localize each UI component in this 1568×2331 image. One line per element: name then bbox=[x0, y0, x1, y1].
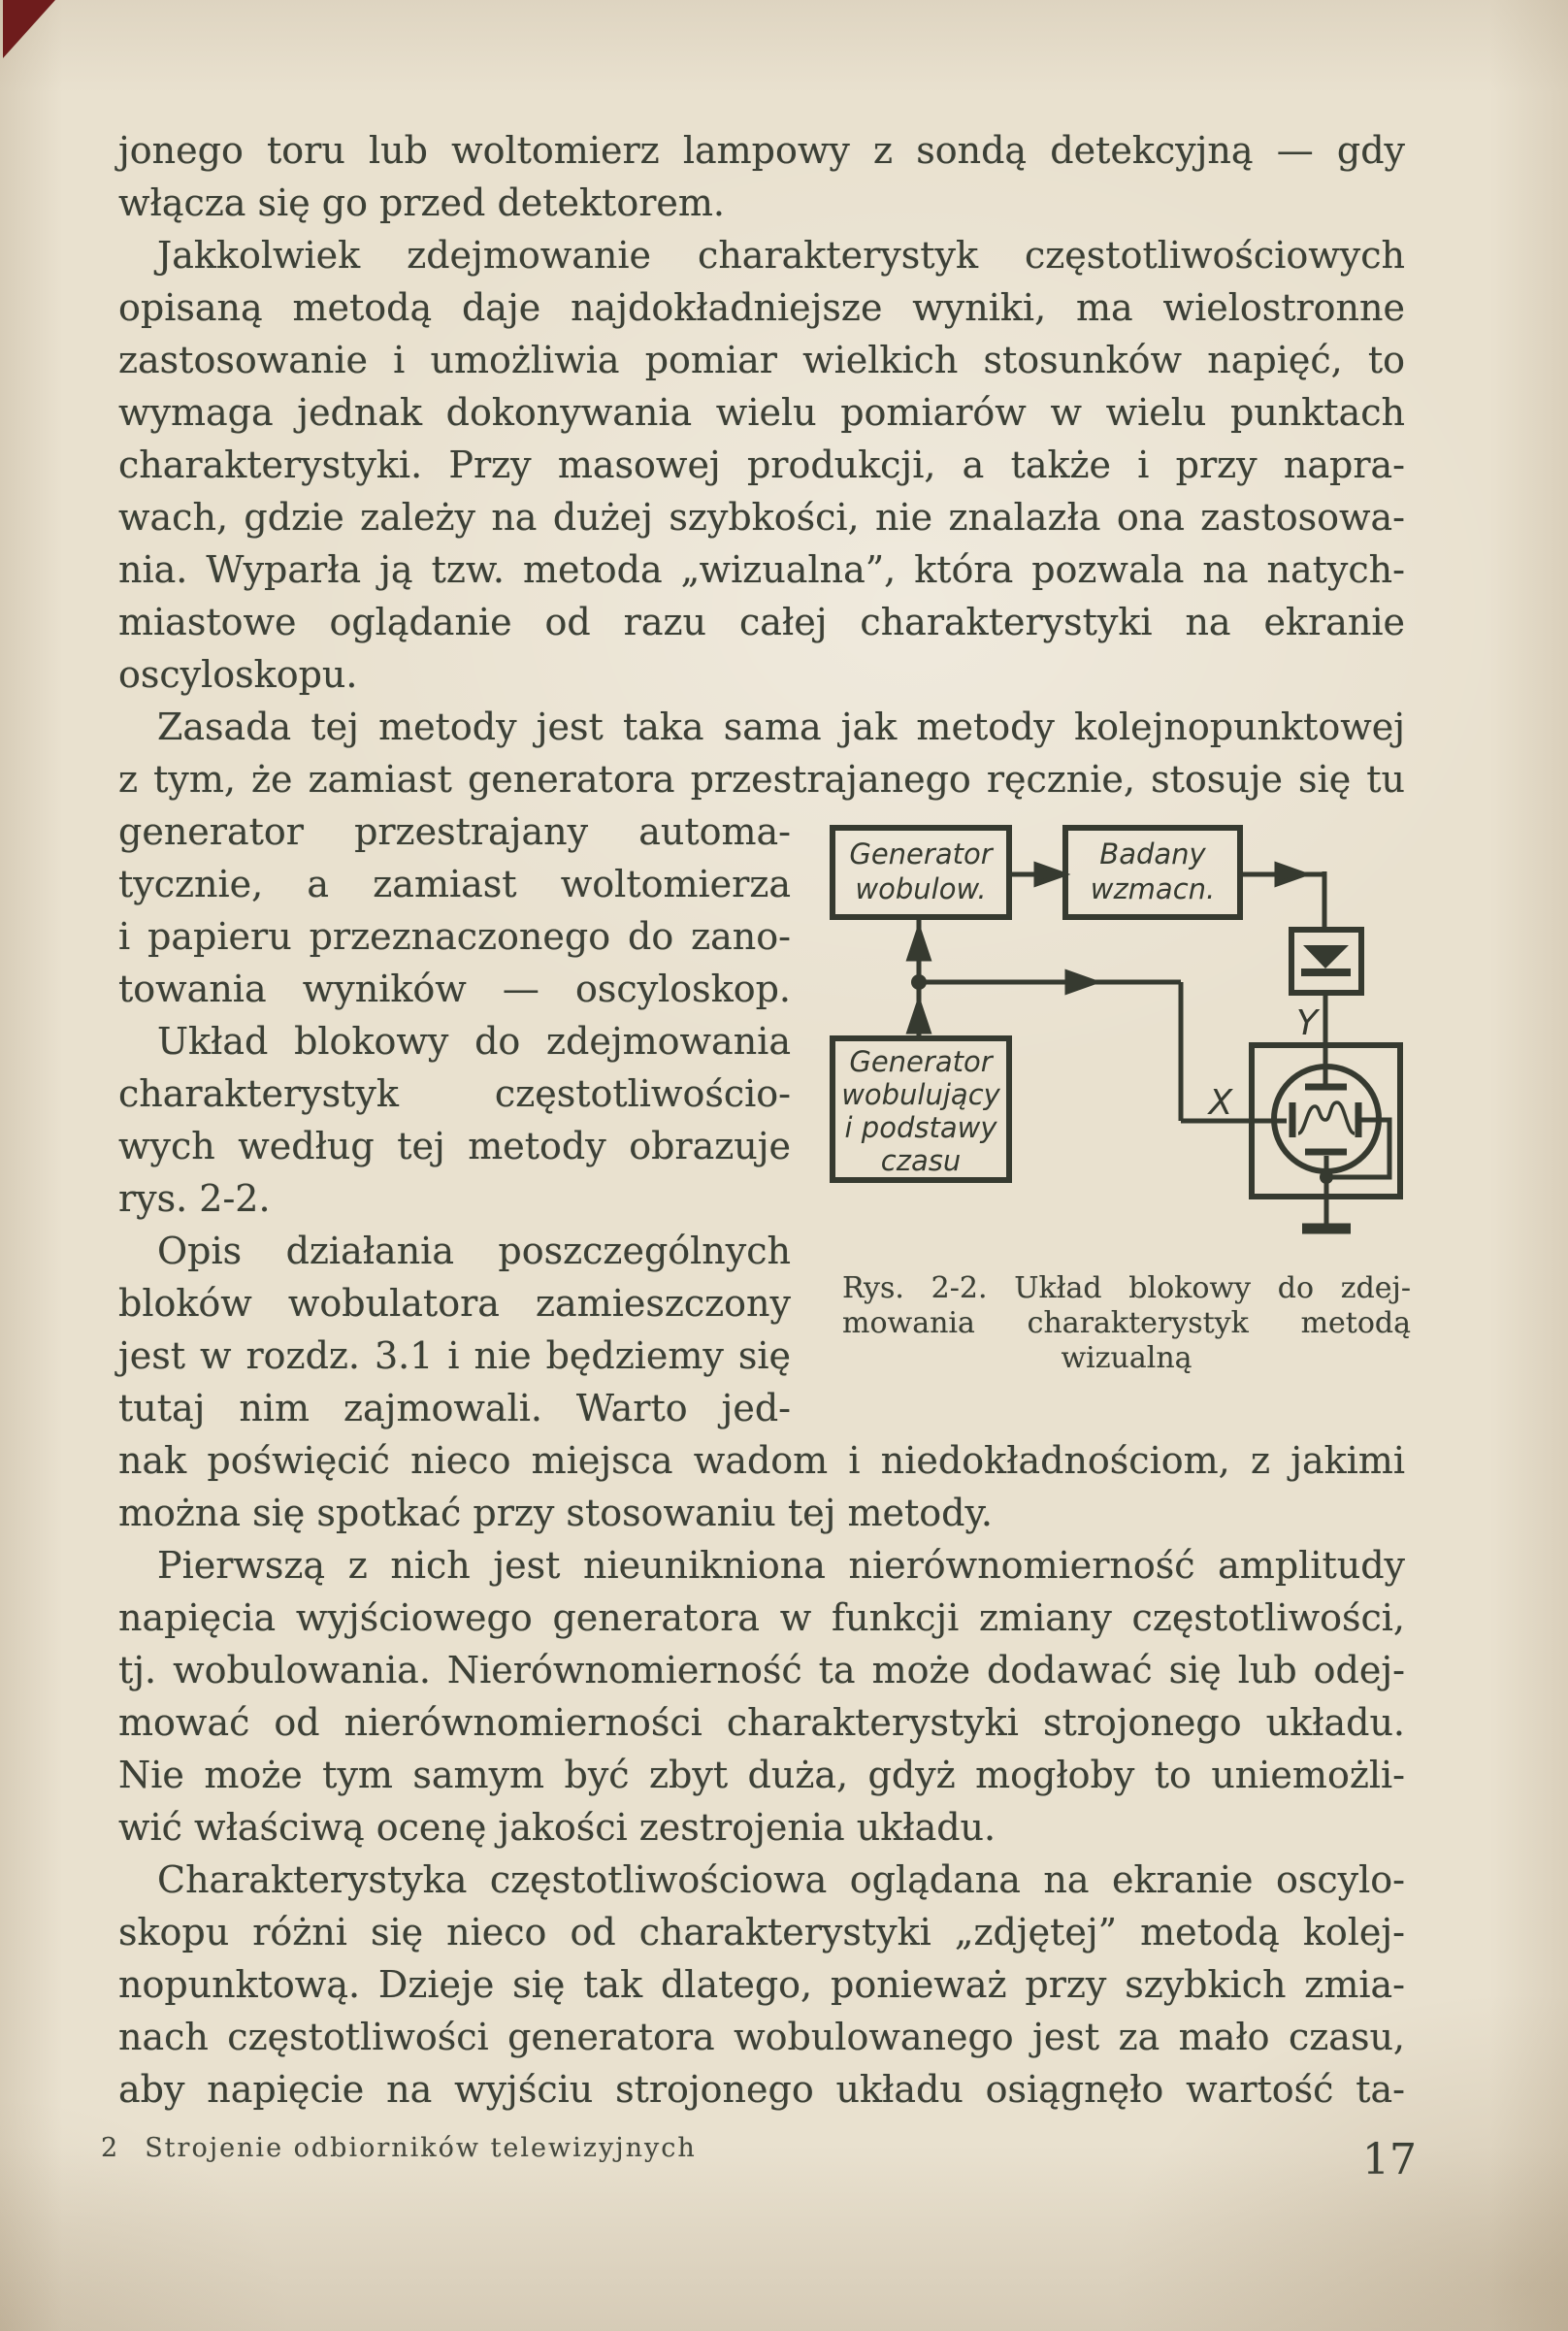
text-line: Jakkolwiek zdejmowanie charakterystyk częstotliwościowych bbox=[157, 234, 1405, 277]
text-line: nak poświęcić nieco miejsca wadom i niedokładnościom, z jakimi bbox=[118, 1439, 1405, 1482]
text-line: nia. Wyparła ją tzw. metoda „wizualna”, która pozwala na natych- bbox=[118, 548, 1405, 591]
timebase-label: Generator bbox=[849, 1045, 993, 1078]
text-line: rys. 2-2. bbox=[118, 1177, 271, 1220]
text-line: Opis działania poszczególnych bbox=[157, 1230, 791, 1272]
figure-caption: mowania charakterystyk metodą bbox=[842, 1306, 1411, 1340]
text-line: charakterystyk częstotliwościo- bbox=[118, 1072, 791, 1115]
text-line: Układ blokowy do zdejmowania bbox=[157, 1020, 791, 1063]
text-line: wić właściwą ocenę jakości zestrojenia układu. bbox=[118, 1806, 996, 1849]
text-line: nach częstotliwości generatora wobulowanego jest za mało czasu, bbox=[118, 2016, 1405, 2058]
text-line: skopu różni się nieco od charakterystyki „zdjętej” metodą kolej- bbox=[118, 1911, 1405, 1953]
arrowhead-up bbox=[909, 1002, 929, 1032]
sweep-generator-box bbox=[833, 828, 1009, 917]
text-line: wymaga jednak dokonywania wielu pomiarów w wielu punktach bbox=[118, 391, 1405, 434]
tested-amplifier-box bbox=[1065, 828, 1240, 917]
text-line: oscyloskopu. bbox=[118, 653, 358, 696]
block-diagram-figure bbox=[815, 815, 1426, 1252]
text-line: z tym, że zamiast generatora przestrajanego ręcznie, stosuje się tu bbox=[118, 758, 1405, 801]
text-line: nopunktową. Dzieje się tak dlatego, ponieważ przy szybkich zmia- bbox=[118, 1963, 1405, 2006]
figure-caption: Rys. 2-2. Układ blokowy do zdej- bbox=[842, 1271, 1411, 1305]
text-line: mować od nierównomierności charakterystyki strojonego układu. bbox=[118, 1701, 1405, 1744]
arrowhead-right bbox=[1277, 865, 1304, 884]
sweep-generator-label: wobulow. bbox=[855, 872, 987, 905]
corner-mark bbox=[3, 0, 55, 58]
timebase-label: i podstawy bbox=[844, 1111, 997, 1144]
text-line: wach, gdzie zależy na dużej szybkości, nie znalazła ona zastosowa- bbox=[118, 496, 1405, 539]
text-line: generator przestrajany automa- bbox=[118, 810, 791, 853]
timebase-label: czasu bbox=[880, 1144, 962, 1177]
footer-edition-number: 2 bbox=[101, 2133, 120, 2163]
arrowhead-up bbox=[909, 930, 929, 959]
text-line: miastowe oglądanie od razu całej charakterystyki na ekranie bbox=[118, 601, 1405, 643]
page-number: 17 bbox=[1362, 2135, 1417, 2184]
diode-triangle bbox=[1303, 945, 1349, 969]
figure-caption: wizualną bbox=[1061, 1341, 1192, 1375]
text-line: towania wyników — oscyloskop. bbox=[118, 968, 791, 1010]
text-line: włącza się go przed detektorem. bbox=[118, 181, 725, 224]
text-line: jonego toru lub woltomierz lampowy z sondą detekcyjną — gdy bbox=[118, 129, 1405, 172]
footer-running-title: Strojenie odbiorników telewizyjnych bbox=[145, 2133, 697, 2163]
sweep-generator-label: Generator bbox=[849, 837, 993, 870]
text-line: Nie może tym samym być zbyt duża, gdyż mogłoby to uniemożli- bbox=[118, 1754, 1405, 1796]
text-line: napięcia wyjściowego generatora w funkcji zmiany częstotliwości, bbox=[118, 1596, 1405, 1639]
text-line: jest w rozdz. 3.1 i nie będziemy się bbox=[118, 1334, 791, 1377]
text-line: aby napięcie na wyjściu strojonego układu osiągnęło wartość ta- bbox=[118, 2068, 1405, 2111]
text-line: tj. wobulowania. Nierównomierność ta może dodawać się lub odej- bbox=[118, 1649, 1405, 1691]
text-line: tycznie, a zamiast woltomierza bbox=[118, 863, 791, 905]
response-curve bbox=[1298, 1102, 1355, 1133]
wobbulating-timebase-generator-box bbox=[833, 1038, 1009, 1180]
text-line: Zasada tej metody jest taka sama jak metody kolejnopunktowej bbox=[157, 706, 1405, 748]
x-axis-label: X bbox=[1208, 1083, 1233, 1123]
text-line: charakterystyki. Przy masowej produkcji, a także i przy napra- bbox=[118, 443, 1405, 486]
arrowhead-right bbox=[1067, 972, 1094, 992]
text-line: zastosowanie i umożliwia pomiar wielkich stosunków napięć, to bbox=[118, 339, 1405, 381]
tested-amplifier-label: Badany bbox=[1099, 837, 1206, 870]
text-line: tutaj nim zajmowali. Warto jed- bbox=[118, 1387, 791, 1429]
text-line: opisaną metodą daje najdokładniejsze wyniki, ma wielostronne bbox=[118, 286, 1405, 329]
text-line: Charakterystyka częstotliwościowa oglądana na ekranie oscylo- bbox=[157, 1858, 1405, 1901]
arrowhead-right bbox=[1036, 865, 1063, 884]
text-line: Pierwszą z nich jest nieunikniona nierównomierność amplitudy bbox=[157, 1544, 1405, 1587]
y-axis-label: Y bbox=[1296, 1003, 1318, 1043]
detector-diode bbox=[1291, 930, 1361, 993]
tested-amplifier-label: wzmacn. bbox=[1090, 872, 1216, 905]
text-line: można się spotkać przy stosowaniu tej metody. bbox=[118, 1492, 993, 1534]
text-line: i papieru przeznaczonego do zano- bbox=[118, 915, 791, 958]
text-line: wych według tej metody obrazuje bbox=[118, 1125, 791, 1167]
footer-note bbox=[101, 2133, 697, 2164]
timebase-label: wobulujący bbox=[841, 1078, 1000, 1111]
text-line: bloków wobulatora zamieszczony bbox=[118, 1282, 791, 1325]
